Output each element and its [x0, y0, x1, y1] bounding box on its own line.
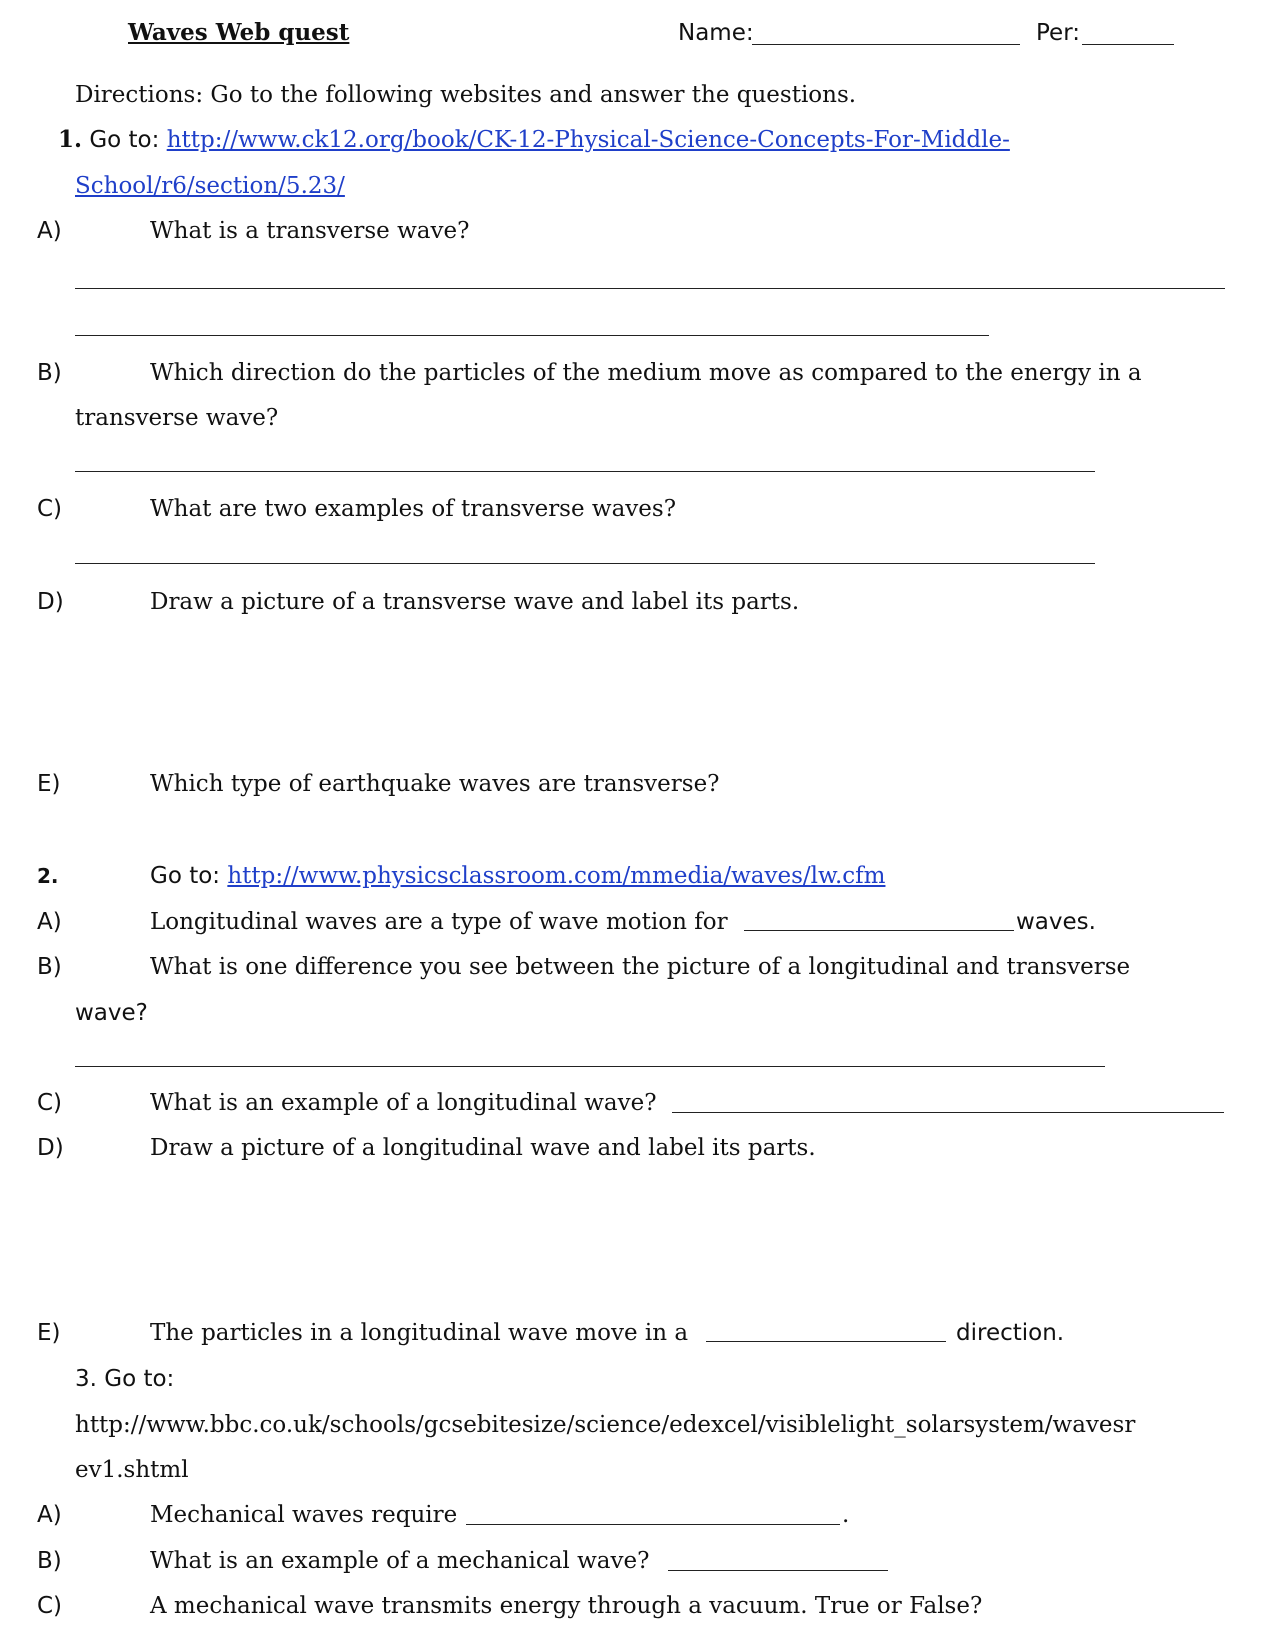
worksheet-title: Waves Web quest	[128, 19, 350, 46]
section1-link[interactable]: http://www.ck12.org/book/CK-12-Physical-Science-Concepts-For-Middle-	[166, 127, 1010, 153]
s1-qa-answer-line2[interactable]	[75, 335, 989, 336]
directions-text: Directions: Go to the following websites and answer the questions.	[75, 82, 857, 108]
s2-qd-text: Draw a picture of a longitudinal wave and label its parts.	[150, 1135, 816, 1161]
s2-qe-answer-line[interactable]	[706, 1341, 946, 1342]
section2-link[interactable]: http://www.physicsclassroom.com/mmedia/waves/lw.cfm	[227, 863, 886, 889]
s1-qb-label: B)	[37, 360, 62, 386]
section1-link-cont[interactable]: School/r6/section/5.23/	[75, 173, 345, 199]
s3-qa-text: Mechanical waves require	[150, 1502, 458, 1528]
name-field[interactable]	[752, 44, 1020, 45]
s3-qb-answer-line[interactable]	[668, 1570, 888, 1571]
section2-heading	[150, 861, 885, 891]
s2-qa-text: Longitudinal waves are a type of wave motion for	[150, 909, 728, 935]
s1-qd-label: D)	[37, 589, 64, 615]
s2-qa-after: waves.	[1016, 909, 1096, 935]
s3-qc-text: A mechanical wave transmits energy through a vacuum. True or False?	[150, 1593, 983, 1619]
s2-qb-label: B)	[37, 954, 62, 980]
s1-qa-label: A)	[37, 218, 62, 244]
s1-qc-label: C)	[37, 496, 63, 522]
s1-qb-text: Which direction do the particles of the medium move as compared to the energy in a	[150, 360, 1142, 386]
s3-qb-label: B)	[37, 1548, 62, 1574]
s3-qb-text: What is an example of a mechanical wave?	[150, 1548, 650, 1574]
s1-qd-text: Draw a picture of a transverse wave and label its parts.	[150, 589, 800, 615]
s2-qa-label: A)	[37, 909, 62, 935]
s2-qc-label: C)	[37, 1090, 63, 1116]
section3-url[interactable]: http://www.bbc.co.uk/schools/gcsebitesize/science/edexcel/visiblelight_solarsystem/wavesr	[75, 1412, 1136, 1438]
s2-qb-text: What is one difference you see between the picture of a longitudinal and transverse	[150, 954, 1131, 980]
s2-qa-answer-line[interactable]	[744, 930, 1014, 931]
section1-heading	[58, 125, 1010, 155]
s1-drawing-area[interactable]	[75, 625, 1175, 765]
section2-number: 2.	[37, 864, 59, 888]
s3-qa-answer-line[interactable]	[466, 1524, 840, 1525]
s1-qa-text: What is a transverse wave?	[150, 218, 470, 244]
s1-qc-answer-line[interactable]	[75, 563, 1095, 564]
s1-qb-answer-line[interactable]	[75, 471, 1095, 472]
section3-heading: 3. Go to:	[75, 1366, 175, 1392]
s2-qe-after: direction.	[956, 1320, 1065, 1346]
period-field[interactable]	[1082, 44, 1174, 45]
s1-qe-label: E)	[37, 771, 61, 797]
s1-qa-answer-line1[interactable]	[75, 288, 1225, 289]
s2-qe-label: E)	[37, 1320, 61, 1346]
s3-qc-label: C)	[37, 1593, 63, 1619]
s1-qb-text-cont: transverse wave?	[75, 405, 279, 431]
s2-qb-answer-line[interactable]	[75, 1066, 1105, 1067]
s2-qb-text-cont: wave?	[75, 1000, 148, 1026]
s1-qc-text: What are two examples of transverse waves?	[150, 496, 677, 522]
s1-qe-text: Which type of earthquake waves are transverse?	[150, 771, 720, 797]
s2-drawing-area[interactable]	[75, 1172, 1175, 1312]
s2-qc-text: What is an example of a longitudinal wave?	[150, 1090, 657, 1116]
section1-number: 1.	[58, 126, 83, 153]
s2-qd-label: D)	[37, 1135, 64, 1161]
name-label: Name:	[678, 20, 754, 46]
per-label: Per:	[1036, 20, 1081, 46]
s2-qe-text: The particles in a longitudinal wave move in a	[150, 1320, 689, 1346]
section1-goto: Go to:	[89, 127, 160, 153]
s3-qa-after: .	[842, 1502, 850, 1528]
section3-url-cont[interactable]: ev1.shtml	[75, 1457, 189, 1483]
s3-qa-label: A)	[37, 1502, 62, 1528]
s2-qc-answer-line[interactable]	[672, 1112, 1224, 1113]
section2-goto: Go to:	[150, 863, 221, 889]
